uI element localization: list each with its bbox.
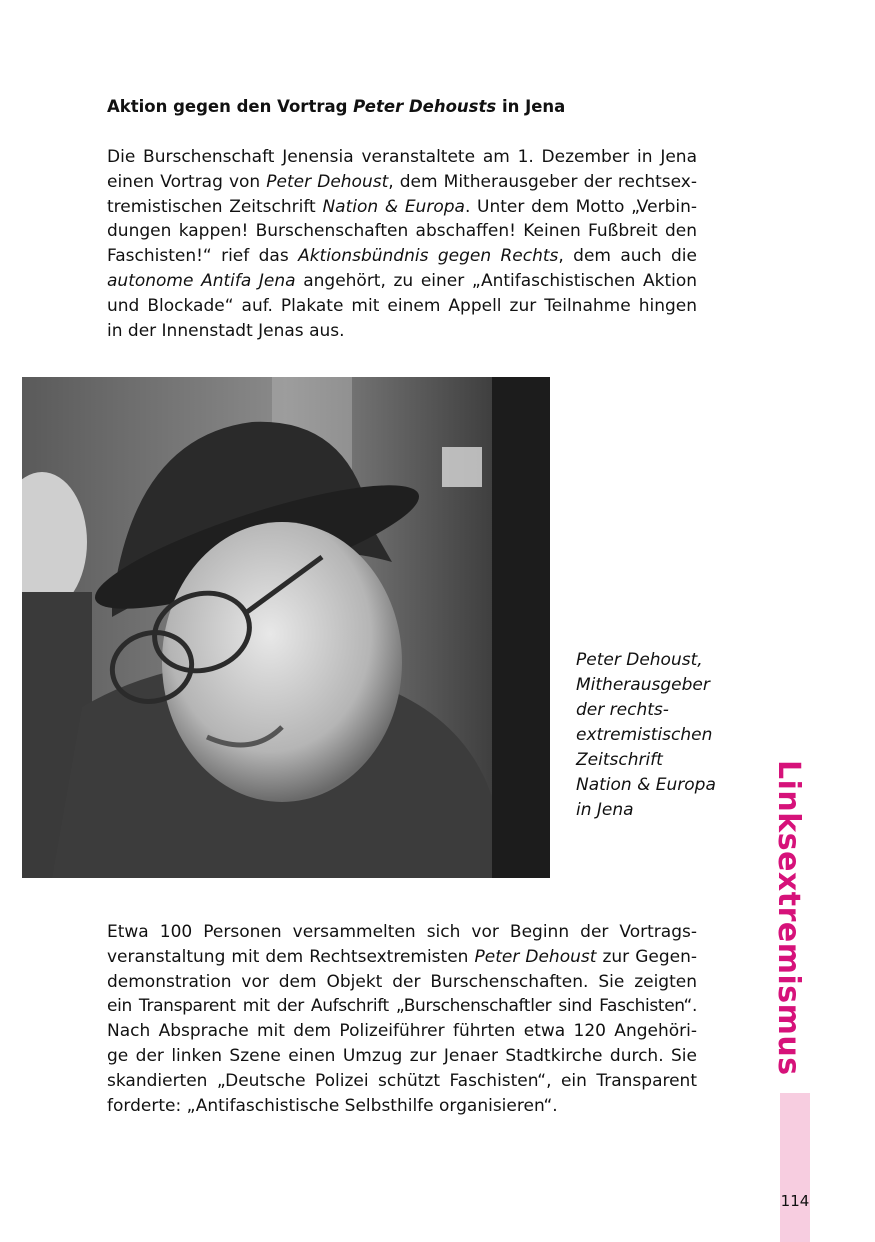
portrait-photo (22, 377, 550, 878)
paragraph-line: und Blockade“ auf. Plakate mit einem Appell zur Teilnahme hingen (107, 295, 697, 316)
paragraph-line: Etwa 100 Personen versammelten sich vor Beginn der Vortrags- (107, 922, 697, 942)
paragraph-line: forderte: „Antifaschistische Selbsthilfe organisieren“. (107, 1095, 558, 1116)
paragraph-line: Die Burschenschaft Jenensia veranstaltete am 1. Dezember in Jena (107, 147, 697, 167)
photo-caption: Peter Dehoust, Mitherausgeber der rechts- extremistischen Zeitschrift Nation & Europa in Jena (576, 650, 716, 820)
paragraph-line: demonstration vor dem Objekt der Burschenschaften. Sie zeigten (107, 971, 697, 992)
paragraph-line: Nach Absprache mit dem Polizeiführer führten etwa 120 Angehöri- (107, 1021, 697, 1042)
paragraph-line: ein Transparent mit der Aufschrift „Burschenschaftler sind Faschisten“. (107, 996, 697, 1017)
paragraph-line: autonome Antifa Jena angehört, zu einer „Antifaschistischen Aktion (107, 270, 698, 291)
paragraph-line: Faschisten!“ rief das Aktionsbündnis gegen Rechts, dem auch die (107, 246, 697, 267)
paragraph-line: in der Innenstadt Jenas aus. (107, 320, 345, 341)
heading-prefix: Aktion gegen den Vortrag (107, 97, 354, 116)
paragraph-line: einen Vortrag von Peter Dehoust, dem Mitherausgeber der rechtsex- (107, 171, 697, 192)
paragraph-line: tremistischen Zeitschrift Nation & Europa. Unter dem Motto „Verbin- (107, 196, 697, 217)
heading-name: Peter Dehousts (353, 97, 497, 116)
photo-illustration (22, 377, 550, 878)
paragraph-line: ge der linken Szene einen Umzug zur Jenaer Stadtkirche durch. Sie (107, 1045, 697, 1066)
heading-suffix: in Jena (496, 97, 566, 116)
section-heading (107, 96, 707, 118)
page-number: 114 (780, 1192, 810, 1210)
paragraph-line: skandierten „Deutsche Polizei schützt Faschisten“, ein Transparent (107, 1070, 697, 1091)
chapter-title-vertical: Linksextremismus (771, 760, 806, 1076)
intro-paragraph (107, 145, 697, 343)
body-paragraph (107, 920, 697, 1118)
chapter-tab (780, 1093, 810, 1242)
paragraph-line: dungen kappen! Burschenschaften abschaffen! Keinen Fußbreit den (107, 221, 697, 242)
paragraph-line: veranstaltung mit dem Rechtsextremisten Peter Dehoust zur Gegen- (107, 946, 697, 967)
